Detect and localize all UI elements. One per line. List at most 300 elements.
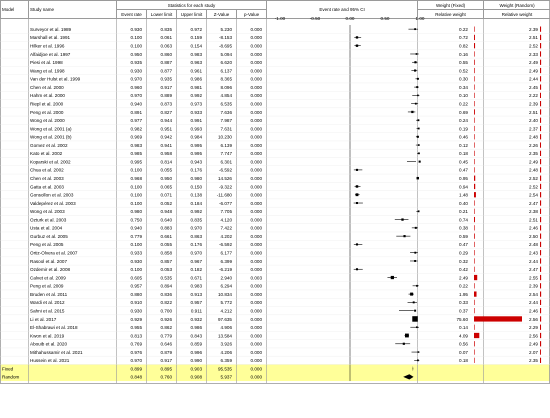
study-name: Wardi et al. 2012 bbox=[30, 300, 65, 306]
event-rate-value: 0.933 bbox=[130, 250, 142, 256]
upper-limit-header: Upper limit bbox=[177, 10, 207, 19]
p-value: 0.000 bbox=[250, 300, 262, 306]
lower-limit-value: 0.661 bbox=[160, 233, 172, 239]
z-value: 5.230 bbox=[220, 26, 232, 32]
weight-fixed-bar bbox=[474, 300, 475, 305]
weight-random-bar bbox=[540, 258, 541, 263]
z-value: 2.940 bbox=[220, 275, 232, 281]
weight-random-bar bbox=[540, 308, 541, 313]
event-rate-value: 0.100 bbox=[130, 35, 142, 41]
event-rate-value: 0.880 bbox=[130, 291, 142, 297]
p-value: 0.000 bbox=[250, 225, 262, 231]
lower-limit-value: 0.835 bbox=[160, 26, 172, 32]
event-rate-value: 0.930 bbox=[130, 258, 142, 264]
p-value: 0.000 bbox=[250, 341, 262, 347]
p-value: 0.000 bbox=[250, 217, 262, 223]
z-value: -8.153 bbox=[218, 35, 232, 41]
study-name: Wang et al. 1998 bbox=[30, 68, 65, 74]
weight-random-bar bbox=[540, 217, 541, 222]
weight-fixed-bar bbox=[474, 308, 475, 313]
z-value: 4.202 bbox=[220, 233, 232, 239]
study-name: Abouib et al. 2020 bbox=[30, 341, 68, 347]
weight-fixed-value: 0.38 bbox=[459, 225, 468, 231]
weight-random-bar bbox=[540, 316, 541, 321]
lower-limit-value: 0.873 bbox=[160, 101, 172, 107]
weight-random-bar bbox=[540, 126, 541, 131]
axis-tick-label: 0.00 bbox=[345, 16, 355, 21]
event-rate-value: 0.100 bbox=[130, 184, 142, 190]
stats-group-header: Statistics for each study bbox=[117, 1, 267, 10]
point-estimate-marker bbox=[414, 310, 416, 312]
point-estimate-marker bbox=[418, 210, 420, 212]
upper-limit-value: 0.835 bbox=[190, 217, 202, 223]
z-value: 8.365 bbox=[220, 76, 232, 82]
weight-random-bar bbox=[540, 109, 541, 114]
study-name: Wong et al. 2000 bbox=[30, 118, 65, 124]
z-value: 14.526 bbox=[217, 176, 232, 182]
axis-tick-label: -1.00 bbox=[274, 16, 286, 21]
weight-random-value: 2.22 bbox=[529, 93, 538, 99]
point-estimate-marker bbox=[356, 36, 358, 38]
z-value: 4.206 bbox=[220, 349, 232, 355]
weight-random-bar bbox=[540, 209, 541, 214]
z-value: 97.635 bbox=[217, 316, 232, 322]
p-value: 0.000 bbox=[250, 200, 262, 206]
upper-limit-value: 0.176 bbox=[190, 167, 202, 173]
study-name: Chen et al. 2000 bbox=[30, 84, 64, 90]
weight-fixed-value: 0.21 bbox=[459, 209, 468, 215]
weight-random-value: 2.29 bbox=[529, 325, 538, 331]
p-value: 0.000 bbox=[250, 192, 262, 198]
summary-highlight bbox=[0, 364, 550, 381]
lower-limit-value: 0.883 bbox=[160, 225, 172, 231]
event-rate-value: 0.957 bbox=[130, 283, 142, 289]
event-rate-value: 0.605 bbox=[130, 275, 142, 281]
weight-random-bar bbox=[540, 192, 541, 197]
weight-random-bar bbox=[540, 234, 541, 239]
weight-fixed-bar bbox=[474, 84, 475, 89]
weight-random-bar bbox=[540, 93, 541, 98]
z-value: -9.322 bbox=[218, 184, 232, 190]
weight-random-bar bbox=[540, 333, 541, 338]
lower-limit-value: 0.889 bbox=[160, 93, 172, 99]
upper-limit-value: 0.911 bbox=[190, 308, 202, 314]
event-rate-value: 0.100 bbox=[130, 192, 142, 198]
upper-limit-value: 0.970 bbox=[190, 250, 202, 256]
upper-limit-value: 0.993 bbox=[190, 126, 202, 132]
weight-fixed-bar bbox=[474, 118, 475, 123]
event-rate-value: 0.977 bbox=[130, 118, 142, 124]
p-value: 0.000 bbox=[250, 159, 262, 165]
point-estimate-marker bbox=[403, 343, 405, 345]
weight-random-bar bbox=[540, 27, 541, 32]
lower-limit-value: 0.053 bbox=[160, 267, 172, 273]
upper-limit-value: 0.138 bbox=[190, 192, 202, 198]
z-value: 4.212 bbox=[220, 308, 232, 314]
study-name: Rasool et al. 2007 bbox=[30, 258, 68, 264]
weight-random-value: 2.44 bbox=[529, 258, 538, 264]
upper-limit-value: 0.957 bbox=[190, 300, 202, 306]
weight-random-value: 2.54 bbox=[529, 291, 538, 297]
weight-fixed-bar bbox=[474, 291, 477, 296]
weight-fixed-bar bbox=[474, 43, 475, 48]
z-value: 7.987 bbox=[220, 118, 232, 124]
upper-limit-value: 0.981 bbox=[190, 84, 202, 90]
weight-random-value: 2.49 bbox=[529, 60, 538, 66]
z-value: 7.631 bbox=[220, 126, 232, 132]
point-estimate-marker bbox=[356, 193, 359, 196]
point-estimate-marker bbox=[412, 316, 418, 322]
p-value: 0.000 bbox=[250, 35, 262, 41]
weight-fixed-value: 0.42 bbox=[459, 267, 468, 273]
study-name: Hahm et al. 2000 bbox=[30, 93, 65, 99]
weight-random-value: 2.43 bbox=[529, 250, 538, 256]
p-value: 0.000 bbox=[250, 184, 262, 190]
lower-limit-value: 0.917 bbox=[160, 358, 172, 364]
weight-fixed-value: 0.45 bbox=[459, 159, 468, 165]
study-name: Valdepérez et al. 2003 bbox=[30, 200, 76, 206]
z-value: 6.177 bbox=[220, 250, 232, 256]
study-name: Piesi et al. 1998 bbox=[30, 60, 63, 66]
z-value: 6.294 bbox=[220, 283, 232, 289]
upper-limit-value: 0.859 bbox=[190, 341, 202, 347]
weight-random-value: 2.40 bbox=[529, 118, 538, 124]
p-value: 0.003 bbox=[250, 275, 262, 281]
study-name: El-Shabrawi et al. 2018 bbox=[30, 325, 78, 331]
weight-random-value: 2.39 bbox=[529, 283, 538, 289]
event-rate-value: 0.970 bbox=[130, 76, 142, 82]
weight-fixed-bar bbox=[474, 209, 475, 214]
weight-fixed-value: 0.40 bbox=[459, 200, 468, 206]
z-value: 4.906 bbox=[220, 325, 232, 331]
axis-tick-label: 0.50 bbox=[380, 16, 390, 21]
weight-fixed-value: 75.60 bbox=[456, 316, 468, 322]
upper-limit-value: 0.970 bbox=[190, 225, 202, 231]
weight-fixed-bar bbox=[474, 134, 475, 139]
event-rate-value: 0.930 bbox=[130, 26, 142, 32]
weight-random-value: 2.38 bbox=[529, 209, 538, 215]
event-rate-value: 0.100 bbox=[130, 200, 142, 206]
event-rate-value: 0.995 bbox=[130, 159, 142, 165]
p-value: 0.000 bbox=[250, 109, 262, 115]
p-value: 0.000 bbox=[250, 308, 262, 314]
weight-fixed-value: 0.16 bbox=[459, 51, 468, 57]
point-estimate-marker bbox=[417, 78, 419, 80]
p-value: 0.000 bbox=[250, 250, 262, 256]
study-name: Marshall et al. 1991 bbox=[30, 35, 71, 41]
weight-fixed-value: 0.22 bbox=[459, 101, 468, 107]
z-value: 6.137 bbox=[220, 68, 232, 74]
point-estimate-marker bbox=[418, 144, 420, 146]
weight-random-bar bbox=[540, 225, 541, 230]
weight-fixed-bar bbox=[474, 341, 475, 346]
weight-fixed-bar bbox=[474, 142, 475, 147]
p-value: 0.000 bbox=[250, 176, 262, 182]
point-estimate-marker bbox=[356, 202, 358, 204]
weight-random-bar bbox=[540, 43, 541, 48]
weight-fixed-value: 0.74 bbox=[459, 217, 468, 223]
study-name: Chen et al. 2003 bbox=[30, 176, 64, 182]
upper-limit-value: 0.943 bbox=[190, 159, 202, 165]
z-value: -8.695 bbox=[218, 43, 232, 49]
upper-limit-value: 0.980 bbox=[190, 176, 202, 182]
lower-limit-value: 0.958 bbox=[160, 151, 172, 157]
weight-random-value: 2.48 bbox=[529, 134, 538, 140]
lower-limit-value: 0.822 bbox=[160, 300, 172, 306]
lower-limit-value: 0.950 bbox=[160, 176, 172, 182]
point-estimate-marker bbox=[414, 69, 416, 71]
weight-fixed-value: 0.72 bbox=[459, 35, 468, 41]
event-rate-header: Event rate bbox=[117, 10, 147, 19]
lower-limit-value: 0.917 bbox=[160, 84, 172, 90]
weight-fixed-value: 0.22 bbox=[459, 283, 468, 289]
point-estimate-marker bbox=[418, 351, 420, 353]
event-rate-value: 0.930 bbox=[130, 308, 142, 314]
weight-random-value: 2.46 bbox=[529, 308, 538, 314]
study-name: Peng et al. 2000 bbox=[30, 109, 64, 115]
weight-fixed-bar bbox=[474, 176, 475, 181]
weight-random-bar bbox=[540, 291, 541, 296]
event-rate-value: 0.935 bbox=[130, 60, 142, 66]
z-value: 5.094 bbox=[220, 51, 232, 57]
point-estimate-marker bbox=[391, 276, 394, 279]
axis-tick-label: -0.50 bbox=[309, 16, 321, 21]
weight-random-value: 2.35 bbox=[529, 358, 538, 364]
weight-fixed-value: 0.82 bbox=[459, 43, 468, 49]
weight-fixed-bar bbox=[474, 258, 475, 263]
weight-random-value: 2.47 bbox=[529, 267, 538, 273]
weight-random-bar bbox=[540, 176, 541, 181]
summary-z-value: 95.535 bbox=[217, 366, 232, 372]
weight-fixed-bar bbox=[474, 126, 475, 131]
lower-limit-value: 0.877 bbox=[160, 68, 172, 74]
weight-random-bar bbox=[540, 51, 541, 56]
study-name: Alfaidjoe et al. 1997 bbox=[30, 51, 71, 57]
weight-fixed-value: 0.34 bbox=[459, 84, 468, 90]
lower-limit-value: 0.935 bbox=[160, 76, 172, 82]
p-value: 0.000 bbox=[250, 101, 262, 107]
weight-random-value: 2.52 bbox=[529, 184, 538, 190]
event-rate-value: 0.969 bbox=[130, 134, 142, 140]
point-estimate-marker bbox=[416, 326, 418, 328]
p-value: 0.000 bbox=[250, 142, 262, 148]
upper-limit-value: 0.159 bbox=[190, 35, 202, 41]
p-value: 0.000 bbox=[250, 134, 262, 140]
p-value: 0.000 bbox=[250, 68, 262, 74]
study-name: Wong et al. 2001 (b) bbox=[30, 134, 72, 140]
p-value: 0.000 bbox=[250, 267, 262, 273]
weight-fixed-value: 0.18 bbox=[459, 358, 468, 364]
upper-limit-value: 0.671 bbox=[190, 275, 202, 281]
upper-limit-value: 0.984 bbox=[190, 134, 202, 140]
weight-fixed-value: 0.14 bbox=[459, 325, 468, 331]
weight-random-bar bbox=[540, 358, 541, 363]
lower-limit-value: 0.887 bbox=[160, 60, 172, 66]
weight-random-bar bbox=[540, 84, 541, 89]
p-value: 0.000 bbox=[250, 43, 262, 49]
summary-event-rate: 0.899 bbox=[130, 366, 142, 372]
weight-fixed-value: 0.12 bbox=[459, 142, 468, 148]
p-value: 0.000 bbox=[250, 118, 262, 124]
weight-fixed-value: 0.47 bbox=[459, 242, 468, 248]
weight-fixed-bar bbox=[474, 60, 475, 65]
point-estimate-marker bbox=[356, 243, 358, 245]
upper-limit-value: 0.991 bbox=[190, 118, 202, 124]
weight-fixed-bar bbox=[474, 325, 475, 330]
weight-fixed-value: 4.09 bbox=[459, 333, 468, 339]
upper-limit-value: 0.995 bbox=[190, 151, 202, 157]
weight-fixed-value: 0.94 bbox=[459, 184, 468, 190]
summary-model-label: Random bbox=[2, 374, 20, 380]
weight-random-value: 2.51 bbox=[529, 109, 538, 115]
study-name: Bruden et al. 2011 bbox=[30, 291, 68, 297]
p-value: 0.000 bbox=[250, 316, 262, 322]
upper-limit-value: 0.150 bbox=[190, 184, 202, 190]
z-value: 6.139 bbox=[220, 142, 232, 148]
summary-lower-limit: 0.895 bbox=[160, 366, 172, 372]
p-value: 0.000 bbox=[250, 167, 262, 173]
z-value-header: Z-Value bbox=[207, 10, 237, 19]
weight-random-value: 2.46 bbox=[529, 225, 538, 231]
point-estimate-marker bbox=[416, 86, 418, 88]
p-value: 0.000 bbox=[250, 349, 262, 355]
point-estimate-marker bbox=[417, 177, 419, 179]
point-estimate-marker bbox=[414, 252, 416, 254]
z-value: 4.854 bbox=[220, 93, 232, 99]
axis-tick-label: 1.00 bbox=[415, 16, 425, 21]
study-name: Hilker et al. 1996 bbox=[30, 43, 65, 49]
event-rate-value: 0.983 bbox=[130, 142, 142, 148]
weight-fixed-value: 0.47 bbox=[459, 167, 468, 173]
study-name: Gomez et al. 2002 bbox=[30, 142, 68, 148]
weight-random-bar bbox=[540, 283, 541, 288]
study-name: Gatta et al. 2003 bbox=[30, 184, 64, 190]
p-value: 0.000 bbox=[250, 93, 262, 99]
point-estimate-marker bbox=[415, 227, 417, 229]
lower-limit-value: 0.948 bbox=[160, 209, 172, 215]
weight-random-value: 2.51 bbox=[529, 217, 538, 223]
weight-fixed-bar bbox=[474, 225, 475, 230]
weight-random-value: 2.49 bbox=[529, 341, 538, 347]
upper-limit-value: 0.843 bbox=[190, 333, 202, 339]
z-value: 10.834 bbox=[217, 291, 232, 297]
event-rate-value: 0.750 bbox=[130, 217, 142, 223]
p-value: 0.000 bbox=[250, 60, 262, 66]
point-estimate-marker bbox=[411, 111, 413, 113]
weight-random-value: 2.55 bbox=[529, 275, 538, 281]
upper-limit-value: 0.986 bbox=[190, 325, 202, 331]
weight-random-bar bbox=[540, 101, 541, 106]
weight-random-value: 2.45 bbox=[529, 84, 538, 90]
relative-weight-random-header: Relative weight bbox=[484, 10, 550, 19]
p-value: 0.000 bbox=[250, 126, 262, 132]
weight-fixed-value: 0.22 bbox=[459, 26, 468, 32]
p-value: 0.000 bbox=[250, 258, 262, 264]
summary-upper-limit: 0.903 bbox=[190, 366, 202, 372]
p-value-header: p-Value bbox=[237, 10, 267, 19]
study-name: Mithahussamir et al. 2021 bbox=[30, 349, 83, 355]
study-name: Chua et al. 2002 bbox=[30, 167, 64, 173]
z-value: 5.772 bbox=[220, 300, 232, 306]
event-rate-value: 0.100 bbox=[130, 267, 142, 273]
z-value: -6.077 bbox=[218, 200, 232, 206]
lower-limit-value: 0.926 bbox=[160, 316, 172, 322]
event-rate-value: 0.940 bbox=[130, 101, 142, 107]
study-name: Ozturk et al. 2003 bbox=[30, 217, 67, 223]
p-value: 0.000 bbox=[250, 325, 262, 331]
z-value: 7.747 bbox=[220, 151, 232, 157]
event-rate-value: 0.970 bbox=[130, 93, 142, 99]
weight-fixed-value: 0.33 bbox=[459, 300, 468, 306]
summary-upper-limit: 0.908 bbox=[190, 374, 202, 380]
weight-random-value: 2.48 bbox=[529, 242, 538, 248]
weight-fixed-bar bbox=[474, 234, 475, 239]
weight-random-value: 2.52 bbox=[529, 43, 538, 49]
point-estimate-marker bbox=[419, 161, 421, 163]
weight-fixed-value: 0.30 bbox=[459, 76, 468, 82]
weight-fixed-bar bbox=[474, 200, 475, 205]
point-estimate-marker bbox=[415, 103, 417, 105]
event-rate-value: 0.813 bbox=[130, 333, 142, 339]
weight-random-value: 2.33 bbox=[529, 51, 538, 57]
weight-fixed-value: 0.24 bbox=[459, 118, 468, 124]
point-estimate-marker bbox=[403, 235, 405, 237]
point-estimate-marker bbox=[356, 185, 358, 187]
lower-limit-value: 0.858 bbox=[160, 250, 172, 256]
weight-random-bar bbox=[540, 242, 541, 247]
point-estimate-marker bbox=[417, 95, 419, 97]
event-rate-value: 0.970 bbox=[130, 358, 142, 364]
upper-limit-value: 0.963 bbox=[190, 60, 202, 66]
upper-limit-value: 0.972 bbox=[190, 26, 202, 32]
lower-limit-value: 0.944 bbox=[160, 118, 172, 124]
event-rate-value: 0.982 bbox=[130, 126, 142, 132]
weight-fixed-bar bbox=[474, 101, 475, 106]
point-estimate-marker bbox=[414, 260, 416, 262]
weight-fixed-value: 0.59 bbox=[459, 233, 468, 239]
weight-fixed-value: 0.37 bbox=[459, 308, 468, 314]
upper-limit-value: 0.913 bbox=[190, 291, 202, 297]
z-value: 7.705 bbox=[220, 209, 232, 215]
weight-fixed-value: 0.95 bbox=[459, 176, 468, 182]
p-value: 0.000 bbox=[250, 283, 262, 289]
weight-random-bar bbox=[540, 300, 541, 305]
weight-fixed-value: 0.29 bbox=[459, 250, 468, 256]
point-estimate-marker bbox=[410, 293, 413, 296]
event-rate-value: 0.940 bbox=[130, 225, 142, 231]
weight-random-bar bbox=[540, 250, 541, 255]
study-name: Peng et al. 2005 bbox=[30, 242, 64, 248]
weight-fixed-value: 1.48 bbox=[459, 192, 468, 198]
upper-limit-value: 0.176 bbox=[190, 242, 202, 248]
point-estimate-marker bbox=[417, 359, 419, 361]
upper-limit-value: 0.973 bbox=[190, 101, 202, 107]
weight-random-bar bbox=[540, 76, 541, 81]
study-name: Kato et al. 2002 bbox=[30, 151, 63, 157]
weight-random-value: 2.49 bbox=[529, 159, 538, 165]
weight-fixed-value: 0.10 bbox=[459, 93, 468, 99]
z-value: -6.592 bbox=[218, 167, 232, 173]
weight-random-bar bbox=[540, 68, 541, 73]
study-name: Surveyor et al. 1989 bbox=[30, 26, 72, 32]
weight-random-bar bbox=[540, 349, 541, 354]
weight-fixed-value: 0.55 bbox=[459, 60, 468, 66]
weight-random-bar bbox=[540, 151, 541, 156]
lower-limit-value: 0.942 bbox=[160, 134, 172, 140]
point-estimate-marker bbox=[413, 301, 415, 303]
study-name-header: Study name bbox=[29, 1, 117, 19]
study-name: Wong et al. 2001 (a) bbox=[30, 126, 72, 132]
